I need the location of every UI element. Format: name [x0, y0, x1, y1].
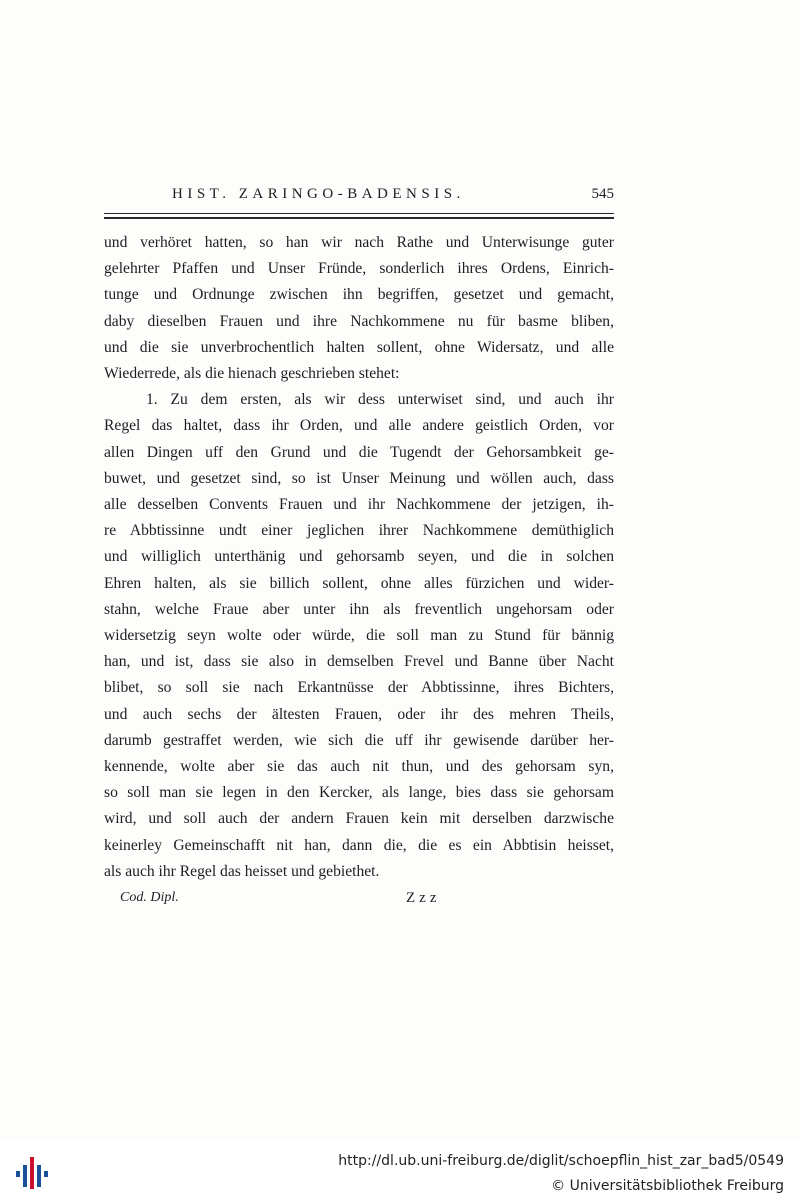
text-line: re Abbtissinne undt einer jeglichen ihrer Nachkommene demüthiglich [104, 522, 614, 540]
body-text [104, 230, 614, 885]
ub-freiburg-logo-icon[interactable] [12, 1153, 52, 1193]
text-line: darumb gestraffet werden, wie sich die uff ihr gewisende darüber her- [104, 731, 614, 749]
page-url-link[interactable]: http://dl.ub.uni-freiburg.de/diglit/schoepflin_hist_zar_bad5/0549 [338, 1153, 784, 1169]
paragraph-intro [104, 230, 614, 387]
text-line: wird, und soll auch der andern Frauen kein mit derselben darzwische [104, 810, 614, 828]
text-line: kennende, wolte aber sie das auch nit thun, und des gehorsam syn, [104, 758, 614, 776]
text-line: han, und ist, dass sie also in demselben Frevel und Banne über Nacht [104, 653, 614, 671]
text-line: Regel das haltet, dass ihr Orden, und alle andere geistlich Orden, vor [104, 417, 614, 435]
paragraph-article-1 [104, 387, 614, 885]
text-line: stahn, welche Fraue aber unter ihn als freventlich ungehorsam oder [104, 600, 614, 618]
text-line: alle desselben Convents Frauen und ihr Nachkommene der jetzigen, ih- [104, 496, 614, 514]
text-line: tunge und Ordnunge zwischen ihn begriffen, gesetzet und gemacht, [104, 286, 614, 304]
text-line: und williglich unterthänig und gehorsamb seyen, und die in solchen [104, 548, 614, 566]
text-line: blibet, so soll sie nach Erkantnüsse der Abbtissinne, ihres Bichters, [104, 679, 614, 697]
text-line: keinerley Gemeinschafft nit han, dann die, die es ein Abbtisin heisset, [104, 836, 614, 854]
text-line: Ehren halten, als sie billich sollent, ohne alles fürzichen und wider- [104, 574, 614, 592]
text-line: und auch sechs der ältesten Frauen, oder ihr des mehren Theils, [104, 705, 614, 723]
page-header [172, 186, 616, 210]
catchword: Zzz [406, 890, 441, 906]
copyright-notice: © Universitätsbibliothek Freiburg [551, 1178, 784, 1194]
viewer-footer-bar [0, 1140, 800, 1204]
text-line: allen Dingen uff den Grund und die Tugendt der Gehorsambkeit ge- [104, 443, 614, 461]
text-line: daby dieselben Frauen und ihre Nachkommene nu für basme bliben, [104, 312, 614, 330]
text-line: widersetzig seyn wolte oder würde, die soll man zu Stund für bännig [104, 627, 614, 645]
header-rule-thick [104, 217, 614, 219]
text-line: so soll man sie legen in den Kercker, als lange, bies dass sie gehorsam [104, 784, 614, 802]
text-line: und die sie unverbrochentlich halten sollent, ohne Widersatz, und alle [104, 338, 614, 356]
logo-svg [12, 1153, 52, 1193]
signature-mark: Cod. Dipl. [120, 890, 179, 905]
running-title: HIST. ZARINGO-BADENSIS. [172, 186, 465, 202]
text-line: buwet, und gesetzet sind, so ist Unser Meinung und wöllen auch, dass [104, 469, 614, 487]
text-line: gelehrter Pfaffen und Unser Fründe, sonderlich ihres Ordens, Einrich- [104, 260, 614, 278]
page-footer [120, 890, 540, 914]
text-line: als auch ihr Regel das heisset und gebiethet. [104, 862, 380, 880]
page-number: 545 [591, 186, 614, 202]
text-line: Wiederrede, als die hienach geschrieben stehet: [104, 365, 400, 383]
text-line: und verhöret hatten, so han wir nach Rathe und Unterwisunge guter [104, 234, 614, 251]
text-line: 1. Zu dem ersten, als wir dess unterwiset sind, und auch ihr [146, 391, 614, 409]
header-rule-thin [104, 213, 614, 214]
